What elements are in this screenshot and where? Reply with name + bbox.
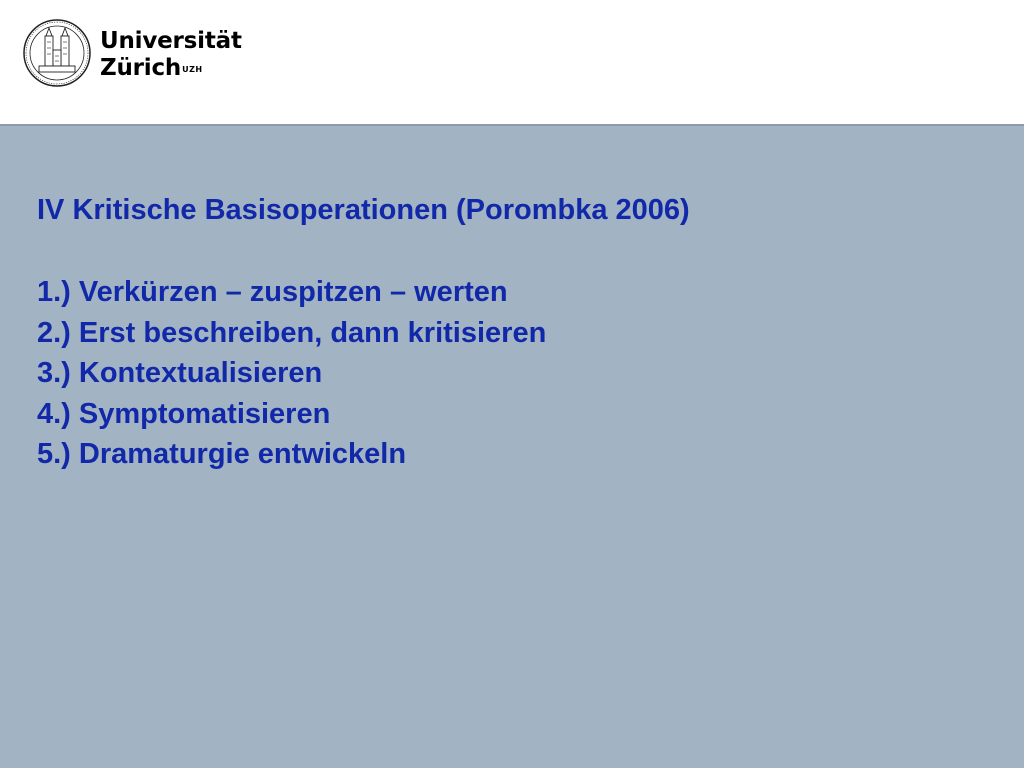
wordmark-line-1: Universität: [100, 28, 242, 54]
university-logo: [22, 18, 242, 90]
list-item: 1.) Verkürzen – zuspitzen – werten: [37, 276, 508, 308]
list-item: 4.) Symptomatisieren: [37, 397, 331, 430]
header: [0, 0, 1024, 125]
wordmark-city: Zürich: [100, 55, 182, 81]
wordmark-line-2: [100, 55, 242, 82]
list-item: 3.) Kontextualisieren: [37, 357, 323, 389]
list-item: 2.) Erst beschreiben, dann kritisieren: [37, 316, 547, 349]
university-seal-icon: [22, 18, 92, 88]
list-item: 5.) Dramaturgie entwickeln: [37, 438, 407, 470]
slide-title: IV Kritische Basisoperationen (Porombka 2006): [37, 194, 690, 226]
university-wordmark: [100, 28, 242, 82]
wordmark-suffix: UZH: [182, 65, 203, 74]
operations-list: [37, 272, 546, 475]
